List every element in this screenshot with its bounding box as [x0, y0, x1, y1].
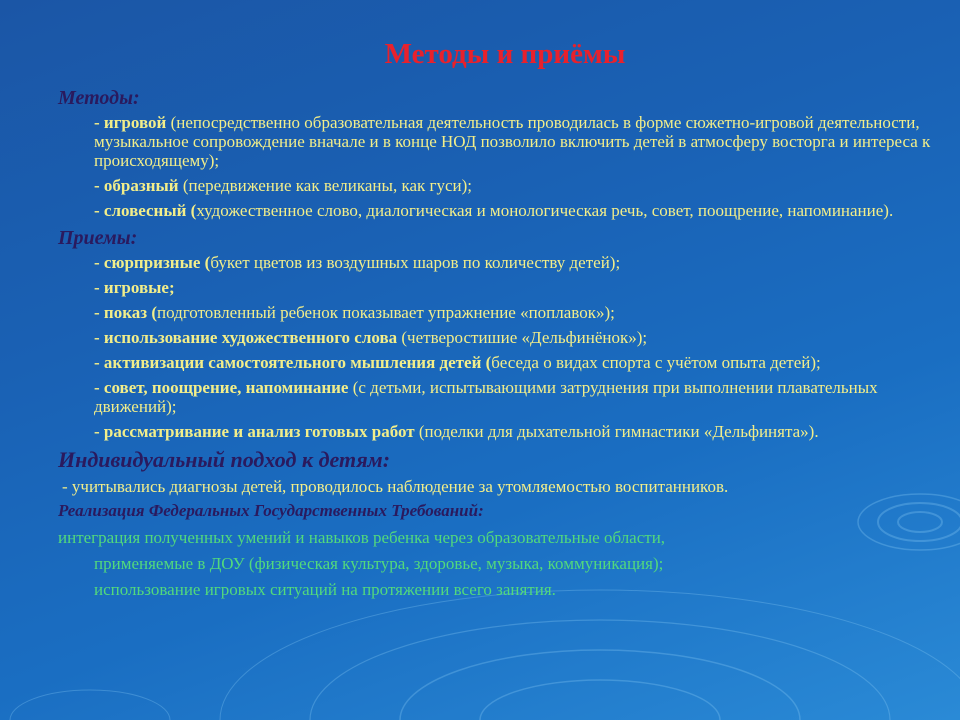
methods-heading: Методы:	[58, 87, 140, 109]
technique-desc: букет цветов из воздушных шаров по количеству детей);	[210, 253, 621, 272]
technique-item	[58, 422, 934, 441]
technique-term: - игровые;	[94, 278, 175, 297]
slide-content	[58, 36, 938, 603]
slide-title: Методы и приёмы	[384, 38, 626, 70]
technique-item	[58, 378, 934, 416]
individual-approach-text: - учитывались диагнозы детей, проводилось наблюдение за утомляемостью воспитанников.	[62, 477, 729, 496]
technique-desc: подготовленный ребенок показывает упражнение «поплавок»);	[157, 303, 615, 322]
method-item	[58, 176, 934, 195]
fgt-line: применяемые в ДОУ (физическая культура, здоровье, музыка, коммуникация);	[94, 554, 664, 573]
technique-item	[58, 253, 934, 272]
fgt-realization-heading: Реализация Федеральных Государственных Требований:	[58, 501, 484, 520]
methods-list	[58, 113, 938, 220]
method-desc: (непосредственно образовательная деятельность проводилась в форме сюжетно-игровой деятельности, музыкальное сопровождение вначале и в конце НОД позволило включить детей в атмосферу восторга и интереса к происходящему);	[94, 113, 931, 170]
method-term: - словесный (	[94, 201, 197, 220]
individual-approach-heading: Индивидуальный подход к детям:	[58, 447, 391, 472]
fgt-line: использование игровых ситуаций на протяжении всего занятия.	[94, 580, 556, 599]
technique-item	[58, 353, 934, 372]
technique-term: - использование художественного слова	[94, 328, 398, 347]
technique-term: - совет, поощрение, напоминание	[94, 378, 349, 397]
method-desc: (передвижение как великаны, как гуси);	[178, 176, 473, 195]
technique-item	[58, 303, 934, 322]
technique-term: - показ (	[94, 303, 157, 322]
method-item	[58, 201, 934, 220]
technique-desc: (поделки для дыхательной гимнастики «Дельфинята»).	[414, 422, 819, 441]
technique-desc: беседа о видах спорта с учётом опыта детей);	[491, 353, 821, 372]
technique-term: - сюрпризные (	[94, 253, 211, 272]
technique-term: - рассматривание и анализ готовых работ	[94, 422, 415, 441]
technique-item	[58, 278, 934, 297]
technique-desc: (четверостишие «Дельфинёнок»);	[397, 328, 648, 347]
method-item	[58, 113, 934, 170]
fgt-line: интеграция полученных умений и навыков ребенка через образовательные области,	[58, 528, 666, 547]
technique-desc: (с детьми, испытывающими затруднения при выполнении плавательных движений);	[94, 378, 878, 416]
method-desc: художественное слово, диалогическая и монологическая речь, совет, поощрение, напоминание).	[196, 201, 894, 220]
method-term: - образный	[94, 176, 179, 195]
techniques-list	[58, 253, 938, 441]
method-term: - игровой	[94, 113, 167, 132]
technique-term: - активизации самостоятельного мышления детей (	[94, 353, 492, 372]
technique-item	[58, 328, 934, 347]
techniques-heading: Приемы:	[58, 227, 138, 249]
